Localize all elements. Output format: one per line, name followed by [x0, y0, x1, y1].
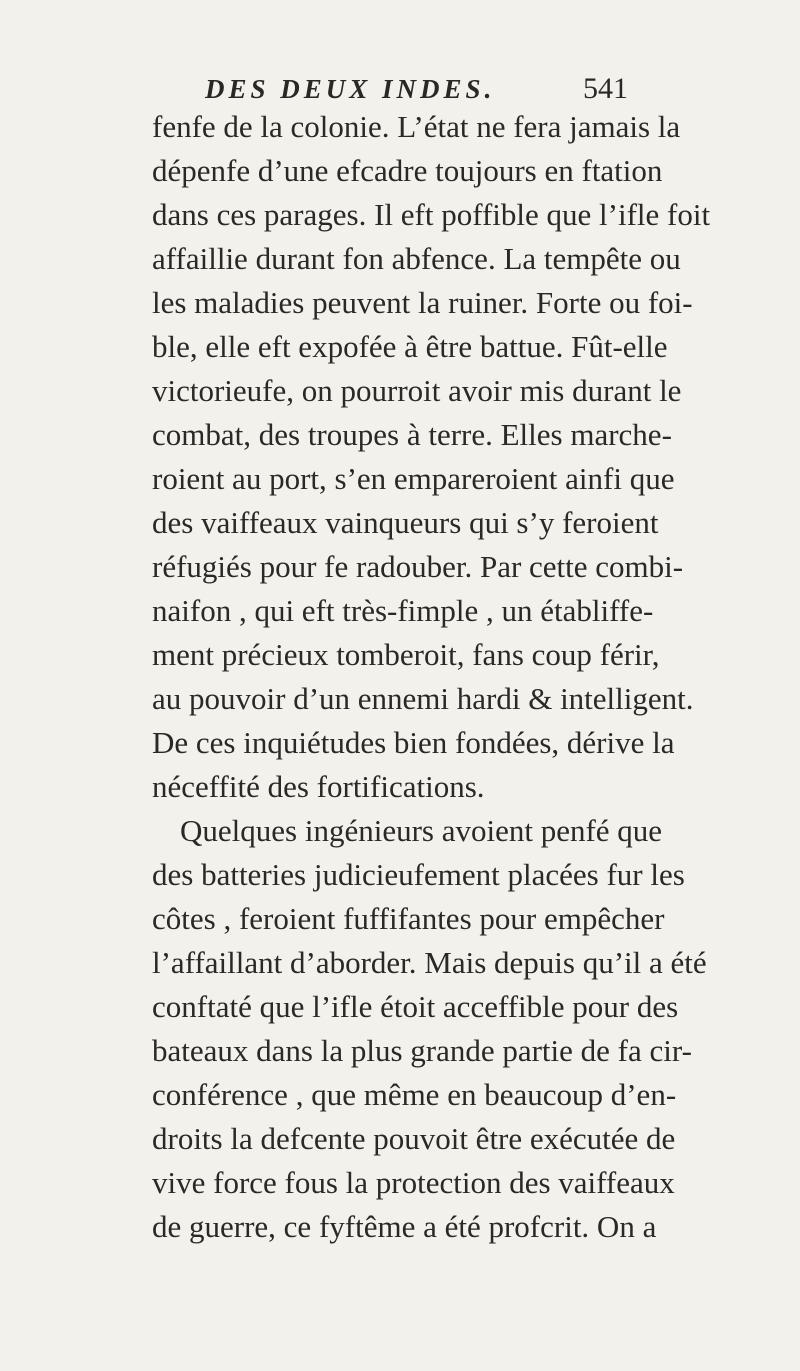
text-line: affaillie durant fon abfence. La tempête ou — [152, 241, 681, 276]
text-line: l’affaillant d’aborder. Mais depuis qu’il a été — [152, 945, 707, 980]
text-line: Quelques ingénieurs avoient penfé que — [180, 813, 663, 848]
text-line: ble, elle eft expofée à être battue. Fût-elle — [152, 329, 668, 364]
text-line: naifon , qui eft très-fimple , un établiffe- — [152, 593, 654, 628]
text-line: au pouvoir d’un ennemi hardi & intelligent. — [152, 681, 694, 716]
text-line: fenfe de la colonie. L’état ne fera jamais la — [152, 109, 681, 144]
text-line: De ces inquiétudes bien fondées, dérive la — [152, 725, 675, 760]
text-line: des batteries judicieufement placées fur les — [152, 857, 685, 892]
text-line: combat, des troupes à terre. Elles marche- — [152, 417, 672, 452]
text-line: de guerre, ce fyftême a été profcrit. On a — [152, 1209, 657, 1244]
text-line: les maladies peuvent la ruiner. Forte ou foi- — [152, 285, 693, 320]
text-line: côtes , feroient fuffifantes pour empêcher — [152, 901, 665, 936]
text-line: ment précieux tomberoit, fans coup férir, — [152, 637, 660, 672]
running-head — [0, 70, 800, 110]
text-line: des vaiffeaux vainqueurs qui s’y feroient — [152, 505, 659, 540]
text-line: néceffité des fortifications. — [152, 769, 485, 804]
text-line: vive force fous la protection des vaiffeaux — [152, 1165, 675, 1200]
page-number: 541 — [583, 72, 628, 105]
running-title: DES DEUX INDES. — [205, 74, 496, 104]
text-line: bateaux dans la plus grande partie de fa cir- — [152, 1033, 692, 1068]
text-line: droits la defcente pouvoit être exécutée de — [152, 1121, 676, 1156]
text-line: réfugiés pour fe radouber. Par cette combi- — [152, 549, 684, 584]
text-line: victorieufe, on pourroit avoir mis durant le — [152, 373, 682, 408]
text-line: roient au port, s’en empareroient ainfi que — [152, 461, 675, 496]
text-line: conférence , que même en beaucoup d’en- — [152, 1077, 677, 1112]
text-line: dépenfe d’une efcadre toujours en ftation — [152, 153, 663, 188]
text-line: conftaté que l’ifle étoit acceffible pour des — [152, 989, 679, 1024]
text-line: dans ces parages. Il eft poffible que l’ifle foit — [152, 197, 711, 232]
